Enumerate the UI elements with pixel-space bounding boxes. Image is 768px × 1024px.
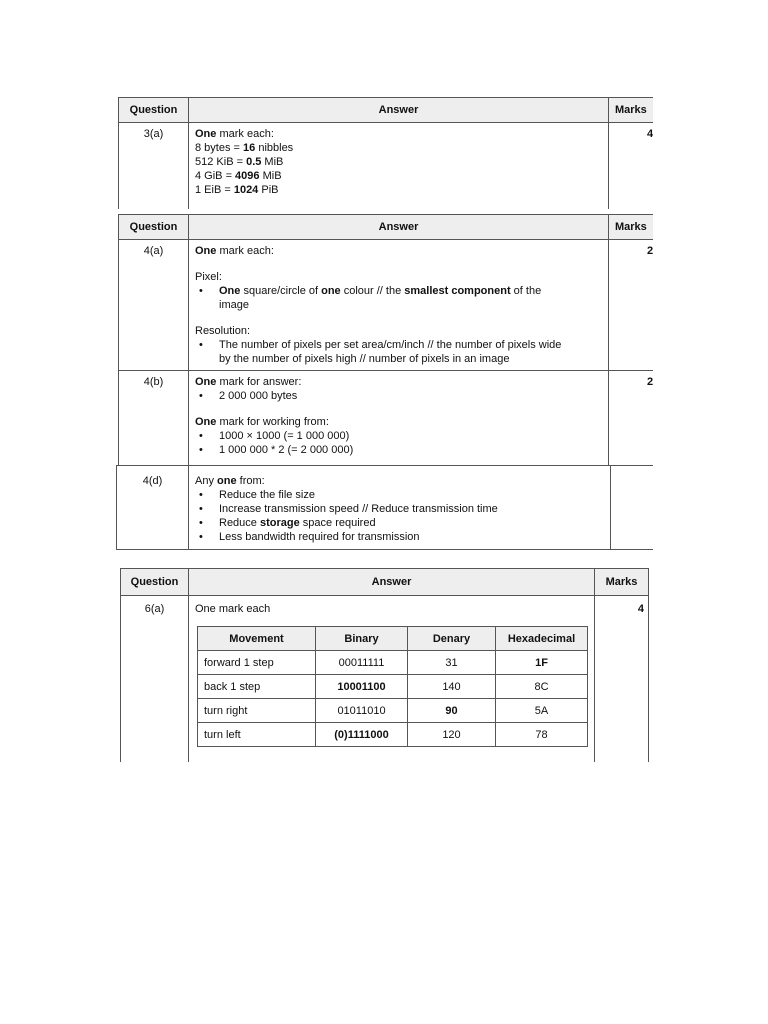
answer-line: 4 GiB = 4096 MiB	[195, 170, 282, 182]
list-item: • Increase transmission speed // Reduce transmission time	[195, 502, 604, 516]
answer-line: 1 EiB = 1024 PiB	[195, 184, 279, 196]
q4-section	[118, 214, 653, 466]
header-denary: Denary	[408, 627, 496, 651]
marks-cell: 2	[609, 371, 654, 467]
answer-intro: One mark each	[195, 603, 271, 615]
header-movement: Movement	[198, 627, 316, 651]
list-item: • Less bandwidth required for transmission	[195, 530, 604, 544]
cell-binary: (0)1111000	[316, 723, 408, 747]
answer-line: 8 bytes = 16 nibbles	[195, 142, 294, 154]
answer-cell	[189, 466, 611, 550]
cell-hexadecimal: 5A	[496, 699, 588, 723]
cell-denary: 140	[408, 675, 496, 699]
marks-cell: 4	[595, 596, 649, 763]
cell-binary: 01011010	[316, 699, 408, 723]
table-row	[198, 651, 588, 675]
working-list	[195, 429, 602, 457]
answer-cell	[189, 371, 609, 467]
q3a-section	[118, 97, 653, 209]
list-item: • 1 000 000 * 2 (= 2 000 000)	[195, 443, 602, 457]
table-row	[198, 699, 588, 723]
answer-cell	[189, 123, 609, 210]
header-marks: Marks	[609, 98, 654, 123]
header-question: Question	[119, 215, 189, 240]
conversion-table	[197, 626, 588, 747]
cell-movement: forward 1 step	[198, 651, 316, 675]
question-label: 4(a)	[119, 240, 189, 371]
answer-list	[195, 389, 602, 403]
cell-movement: turn right	[198, 699, 316, 723]
header-question: Question	[119, 98, 189, 123]
marks-cell	[611, 466, 654, 550]
answer-intro: One mark each:	[195, 245, 274, 257]
cell-hexadecimal: 1F	[496, 651, 588, 675]
question-label: 4(b)	[119, 371, 189, 467]
cell-denary: 31	[408, 651, 496, 675]
question-label: 6(a)	[121, 596, 189, 763]
q6a-table	[120, 568, 649, 762]
q3a-table	[118, 97, 653, 209]
cell-hexadecimal: 8C	[496, 675, 588, 699]
answer-intro: One mark for answer:	[195, 376, 302, 388]
header-marks: Marks	[609, 215, 654, 240]
list-item: • The number of pixels per set area/cm/inch // the number of pixels wide by the number of pixels high // number of pixels in an image	[195, 338, 602, 366]
q6a-section	[120, 568, 650, 762]
cell-binary: 10001100	[316, 675, 408, 699]
q4d-table	[116, 465, 653, 550]
cell-movement: turn left	[198, 723, 316, 747]
list-item: • Reduce storage space required	[195, 516, 604, 530]
cell-movement: back 1 step	[198, 675, 316, 699]
header-marks: Marks	[595, 569, 649, 596]
answer-cell	[189, 240, 609, 371]
header-question: Question	[121, 569, 189, 596]
cell-binary: 00011111	[316, 651, 408, 675]
answer-intro: One mark each:	[195, 128, 274, 140]
question-label: 3(a)	[119, 123, 189, 210]
list-item: • One square/circle of one colour // the smallest component of the image	[195, 284, 602, 312]
marks-cell: 2	[609, 240, 654, 371]
header-answer: Answer	[189, 569, 595, 596]
q4-table	[118, 214, 653, 466]
pixel-list	[195, 284, 602, 312]
header-hexadecimal: Hexadecimal	[496, 627, 588, 651]
cell-denary: 120	[408, 723, 496, 747]
list-item: • 2 000 000 bytes	[195, 389, 602, 403]
working-intro: One mark for working from:	[195, 416, 329, 428]
table-row	[198, 723, 588, 747]
resolution-heading: Resolution:	[195, 325, 251, 337]
cell-hexadecimal: 78	[496, 723, 588, 747]
table-row	[198, 675, 588, 699]
q4d-section	[116, 465, 653, 551]
pixel-heading: Pixel:	[195, 271, 222, 283]
answer-cell	[189, 596, 595, 763]
answer-line: 512 KiB = 0.5 MiB	[195, 156, 284, 168]
header-answer: Answer	[189, 98, 609, 123]
marks-cell: 4	[609, 123, 654, 210]
header-answer: Answer	[189, 215, 609, 240]
list-item: • 1000 × 1000 (= 1 000 000)	[195, 429, 602, 443]
answer-list	[195, 488, 604, 544]
answer-intro: Any one from:	[195, 475, 265, 487]
header-binary: Binary	[316, 627, 408, 651]
list-item: • Reduce the file size	[195, 488, 604, 502]
question-label: 4(d)	[117, 466, 189, 550]
resolution-list	[195, 338, 602, 366]
cell-denary: 90	[408, 699, 496, 723]
